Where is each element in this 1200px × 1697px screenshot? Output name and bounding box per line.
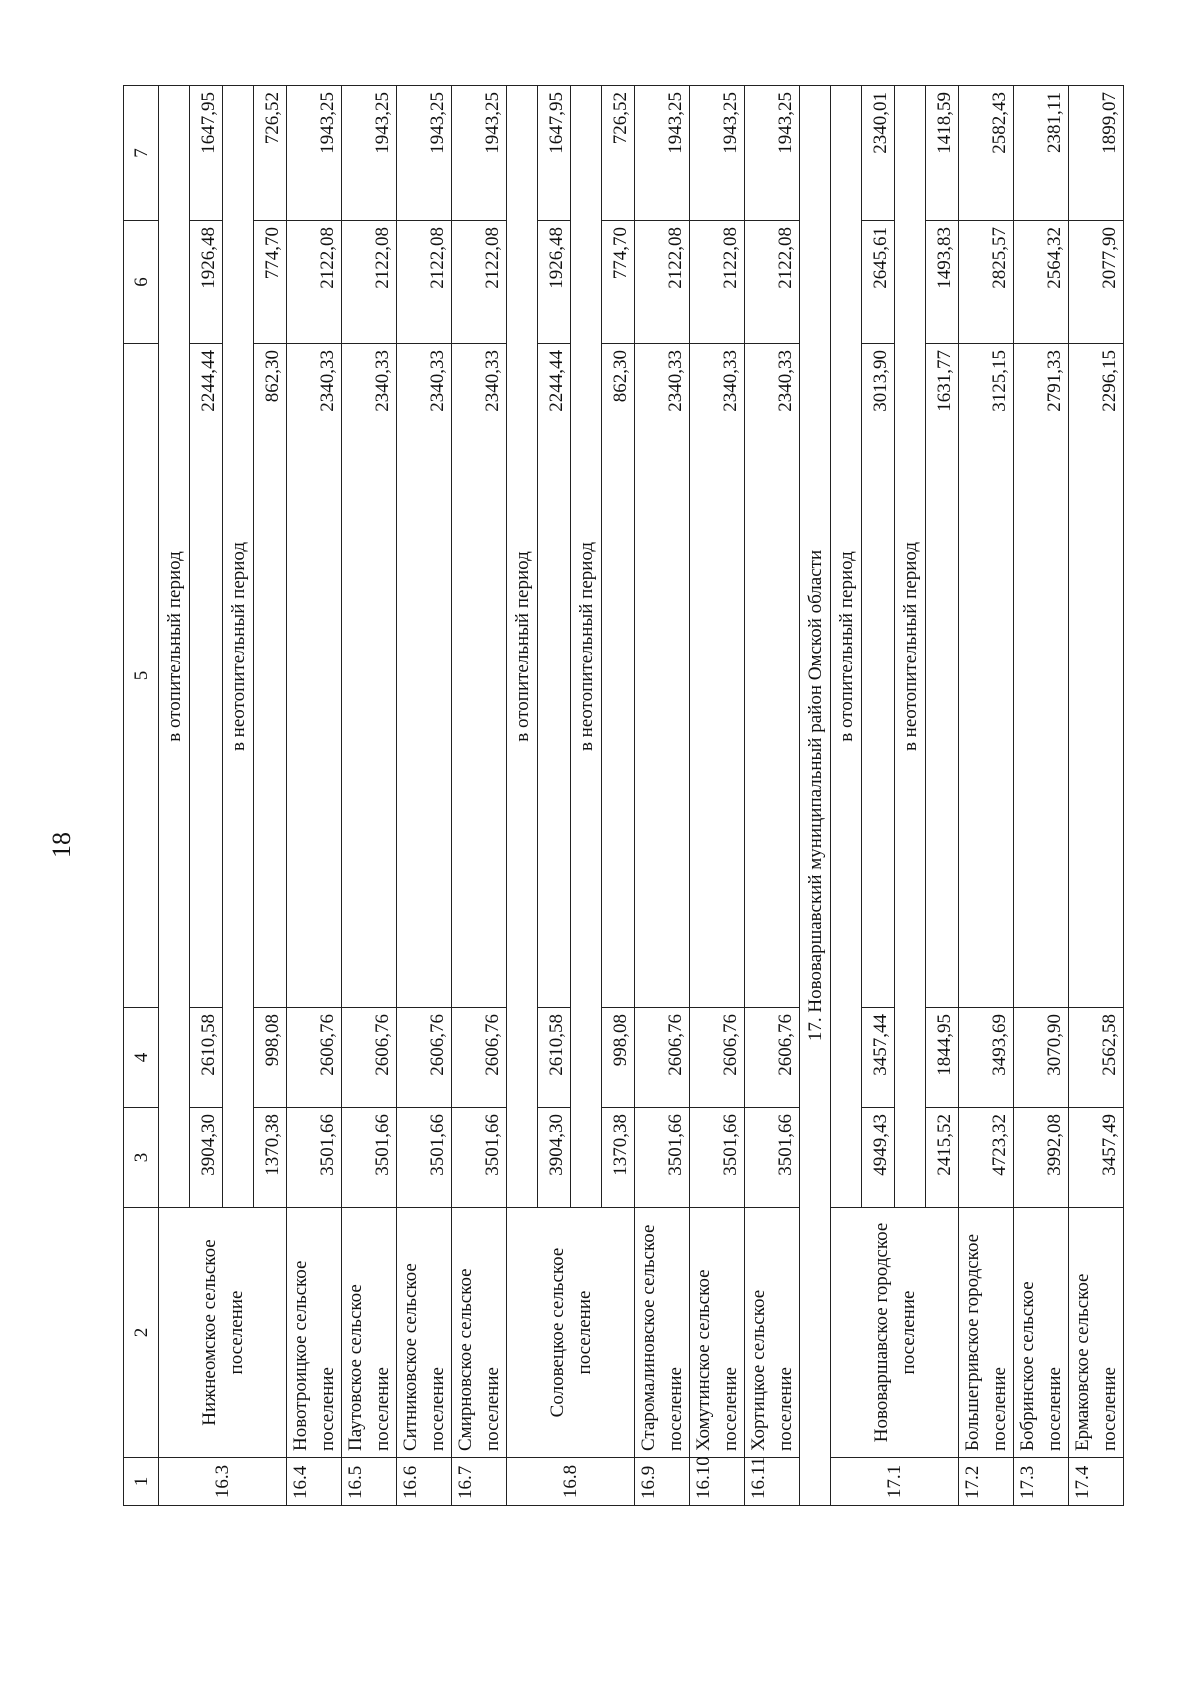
value-cell: 1370,38 xyxy=(254,1108,287,1208)
value-cell: 3457,49 xyxy=(1069,1108,1124,1208)
value-cell: 2296,15 xyxy=(1069,344,1124,1008)
value-cell: 3493,69 xyxy=(959,1008,1014,1108)
period-label: в отопительный период xyxy=(831,86,862,1208)
settlement-name: Соловецкое сельское поселение xyxy=(507,1208,635,1458)
value-cell: 1844,95 xyxy=(926,1008,959,1108)
period-label: в неотопительный период xyxy=(571,86,602,1208)
section-title: 17. Нововаршавский муниципальный район Омской области xyxy=(800,86,831,1506)
value-cell: 2340,33 xyxy=(690,344,745,1008)
value-cell: 1926,48 xyxy=(190,221,223,344)
value-cell: 998,08 xyxy=(254,1008,287,1108)
value-cell: 2606,76 xyxy=(342,1008,397,1108)
value-cell: 1418,59 xyxy=(926,86,959,221)
value-cell: 2791,33 xyxy=(1014,344,1069,1008)
header-cell: 4 xyxy=(124,1008,159,1108)
table-row xyxy=(1069,86,1124,1506)
row-number: 17.1 xyxy=(831,1458,959,1506)
value-cell: 2122,08 xyxy=(397,221,452,344)
row-number: 16.10 xyxy=(690,1458,745,1506)
value-cell: 1943,25 xyxy=(287,86,342,221)
row-number: 16.8 xyxy=(507,1458,635,1506)
settlement-name: Нижнеомское сельское поселение xyxy=(159,1208,287,1458)
header-cell: 5 xyxy=(124,344,159,1008)
value-cell: 2606,76 xyxy=(690,1008,745,1108)
value-cell: 3501,66 xyxy=(342,1108,397,1208)
value-cell: 726,52 xyxy=(254,86,287,221)
value-cell: 2564,32 xyxy=(1014,221,1069,344)
settlement-name: Смирновское сельское поселение xyxy=(452,1208,507,1458)
table-row xyxy=(342,86,397,1506)
value-cell: 2340,33 xyxy=(342,344,397,1008)
value-cell: 4723,32 xyxy=(959,1108,1014,1208)
value-cell: 862,30 xyxy=(602,344,635,1008)
value-cell: 2340,33 xyxy=(287,344,342,1008)
row-number: 16.4 xyxy=(287,1458,342,1506)
row-number: 16.7 xyxy=(452,1458,507,1506)
value-cell: 2562,58 xyxy=(1069,1008,1124,1108)
table-row xyxy=(159,86,190,1506)
value-cell: 2340,01 xyxy=(862,86,895,221)
value-cell: 2340,33 xyxy=(452,344,507,1008)
page-number: 18 xyxy=(47,832,76,858)
table-row xyxy=(397,86,452,1506)
value-cell: 2340,33 xyxy=(397,344,452,1008)
value-cell: 2606,76 xyxy=(452,1008,507,1108)
value-cell: 2606,76 xyxy=(635,1008,690,1108)
value-cell: 2582,43 xyxy=(959,86,1014,221)
table-row xyxy=(507,86,538,1506)
settlement-name: Большегривское городское поселение xyxy=(959,1208,1014,1458)
row-number: 16.6 xyxy=(397,1458,452,1506)
settlement-name: Бобринское сельское поселение xyxy=(1014,1208,1069,1458)
settlement-name: Ермаковское сельское поселение xyxy=(1069,1208,1124,1458)
value-cell: 3501,66 xyxy=(635,1108,690,1208)
period-label: в отопительный период xyxy=(159,86,190,1208)
tariff-table-rotated xyxy=(123,86,1120,1506)
settlement-name: Новотроицкое сельское поселение xyxy=(287,1208,342,1458)
row-number: 16.5 xyxy=(342,1458,397,1506)
table-row xyxy=(287,86,342,1506)
value-cell: 3501,66 xyxy=(690,1108,745,1208)
value-cell: 2340,33 xyxy=(635,344,690,1008)
value-cell: 3125,15 xyxy=(959,344,1014,1008)
value-cell: 2825,57 xyxy=(959,221,1014,344)
value-cell: 998,08 xyxy=(602,1008,635,1108)
period-label: в отопительный период xyxy=(507,86,538,1208)
value-cell: 3501,66 xyxy=(287,1108,342,1208)
value-cell: 2244,44 xyxy=(190,344,223,1008)
value-cell: 1899,07 xyxy=(1069,86,1124,221)
value-cell: 1943,25 xyxy=(452,86,507,221)
tariff-table xyxy=(123,85,1124,1506)
settlement-name: Ситниковское сельское поселение xyxy=(397,1208,452,1458)
value-cell: 3457,44 xyxy=(862,1008,895,1108)
value-cell: 4949,43 xyxy=(862,1108,895,1208)
value-cell: 2610,58 xyxy=(538,1008,571,1108)
table-row xyxy=(635,86,690,1506)
value-cell: 2244,44 xyxy=(538,344,571,1008)
value-cell: 1943,25 xyxy=(397,86,452,221)
header-cell: 2 xyxy=(124,1208,159,1458)
value-cell: 726,52 xyxy=(602,86,635,221)
settlement-name: Старомалиновское сельское поселение xyxy=(635,1208,690,1458)
period-label: в неотопительный период xyxy=(223,86,254,1208)
value-cell: 2381,11 xyxy=(1014,86,1069,221)
value-cell: 1647,95 xyxy=(538,86,571,221)
value-cell: 1943,25 xyxy=(635,86,690,221)
value-cell: 3070,90 xyxy=(1014,1008,1069,1108)
value-cell: 862,30 xyxy=(254,344,287,1008)
table-row xyxy=(959,86,1014,1506)
value-cell: 3904,30 xyxy=(190,1108,223,1208)
row-number: 17.2 xyxy=(959,1458,1014,1506)
table-row xyxy=(831,86,862,1506)
value-cell: 2606,76 xyxy=(397,1008,452,1108)
value-cell: 2610,58 xyxy=(190,1008,223,1108)
period-label: в неотопительный период xyxy=(895,86,926,1208)
value-cell: 2122,08 xyxy=(690,221,745,344)
value-cell: 3992,08 xyxy=(1014,1108,1069,1208)
value-cell: 1926,48 xyxy=(538,221,571,344)
value-cell: 2122,08 xyxy=(342,221,397,344)
value-cell: 2340,33 xyxy=(745,344,800,1008)
value-cell: 1943,25 xyxy=(690,86,745,221)
row-number: 16.11 xyxy=(745,1458,800,1506)
value-cell: 1631,77 xyxy=(926,344,959,1008)
row-number: 16.9 xyxy=(635,1458,690,1506)
row-number: 16.3 xyxy=(159,1458,287,1506)
table-row xyxy=(745,86,800,1506)
value-cell: 1370,38 xyxy=(602,1108,635,1208)
value-cell: 774,70 xyxy=(602,221,635,344)
value-cell: 2606,76 xyxy=(745,1008,800,1108)
row-number: 17.3 xyxy=(1014,1458,1069,1506)
value-cell: 1943,25 xyxy=(745,86,800,221)
value-cell: 2645,61 xyxy=(862,221,895,344)
section-row xyxy=(800,86,831,1506)
value-cell: 1647,95 xyxy=(190,86,223,221)
table-row xyxy=(452,86,507,1506)
value-cell: 1943,25 xyxy=(342,86,397,221)
header-cell: 1 xyxy=(124,1458,159,1506)
value-cell: 2122,08 xyxy=(452,221,507,344)
table-row xyxy=(1014,86,1069,1506)
value-cell: 774,70 xyxy=(254,221,287,344)
value-cell: 2077,90 xyxy=(1069,221,1124,344)
header-cell: 3 xyxy=(124,1108,159,1208)
row-number: 17.4 xyxy=(1069,1458,1124,1506)
settlement-name: Хортицкое сельское поселение xyxy=(745,1208,800,1458)
value-cell: 2122,08 xyxy=(635,221,690,344)
value-cell: 3501,66 xyxy=(452,1108,507,1208)
settlement-name: Хомутинское сельское поселение xyxy=(690,1208,745,1458)
settlement-name: Нововаршавское городское поселение xyxy=(831,1208,959,1458)
value-cell: 2122,08 xyxy=(745,221,800,344)
header-row xyxy=(124,86,159,1506)
value-cell: 2606,76 xyxy=(287,1008,342,1108)
value-cell: 3904,30 xyxy=(538,1108,571,1208)
value-cell: 2415,52 xyxy=(926,1108,959,1208)
header-cell: 6 xyxy=(124,221,159,344)
value-cell: 3013,90 xyxy=(862,344,895,1008)
header-cell: 7 xyxy=(124,86,159,221)
value-cell: 3501,66 xyxy=(397,1108,452,1208)
table-row xyxy=(690,86,745,1506)
value-cell: 3501,66 xyxy=(745,1108,800,1208)
value-cell: 1493,83 xyxy=(926,221,959,344)
value-cell: 2122,08 xyxy=(287,221,342,344)
settlement-name: Паутовское сельское поселение xyxy=(342,1208,397,1458)
